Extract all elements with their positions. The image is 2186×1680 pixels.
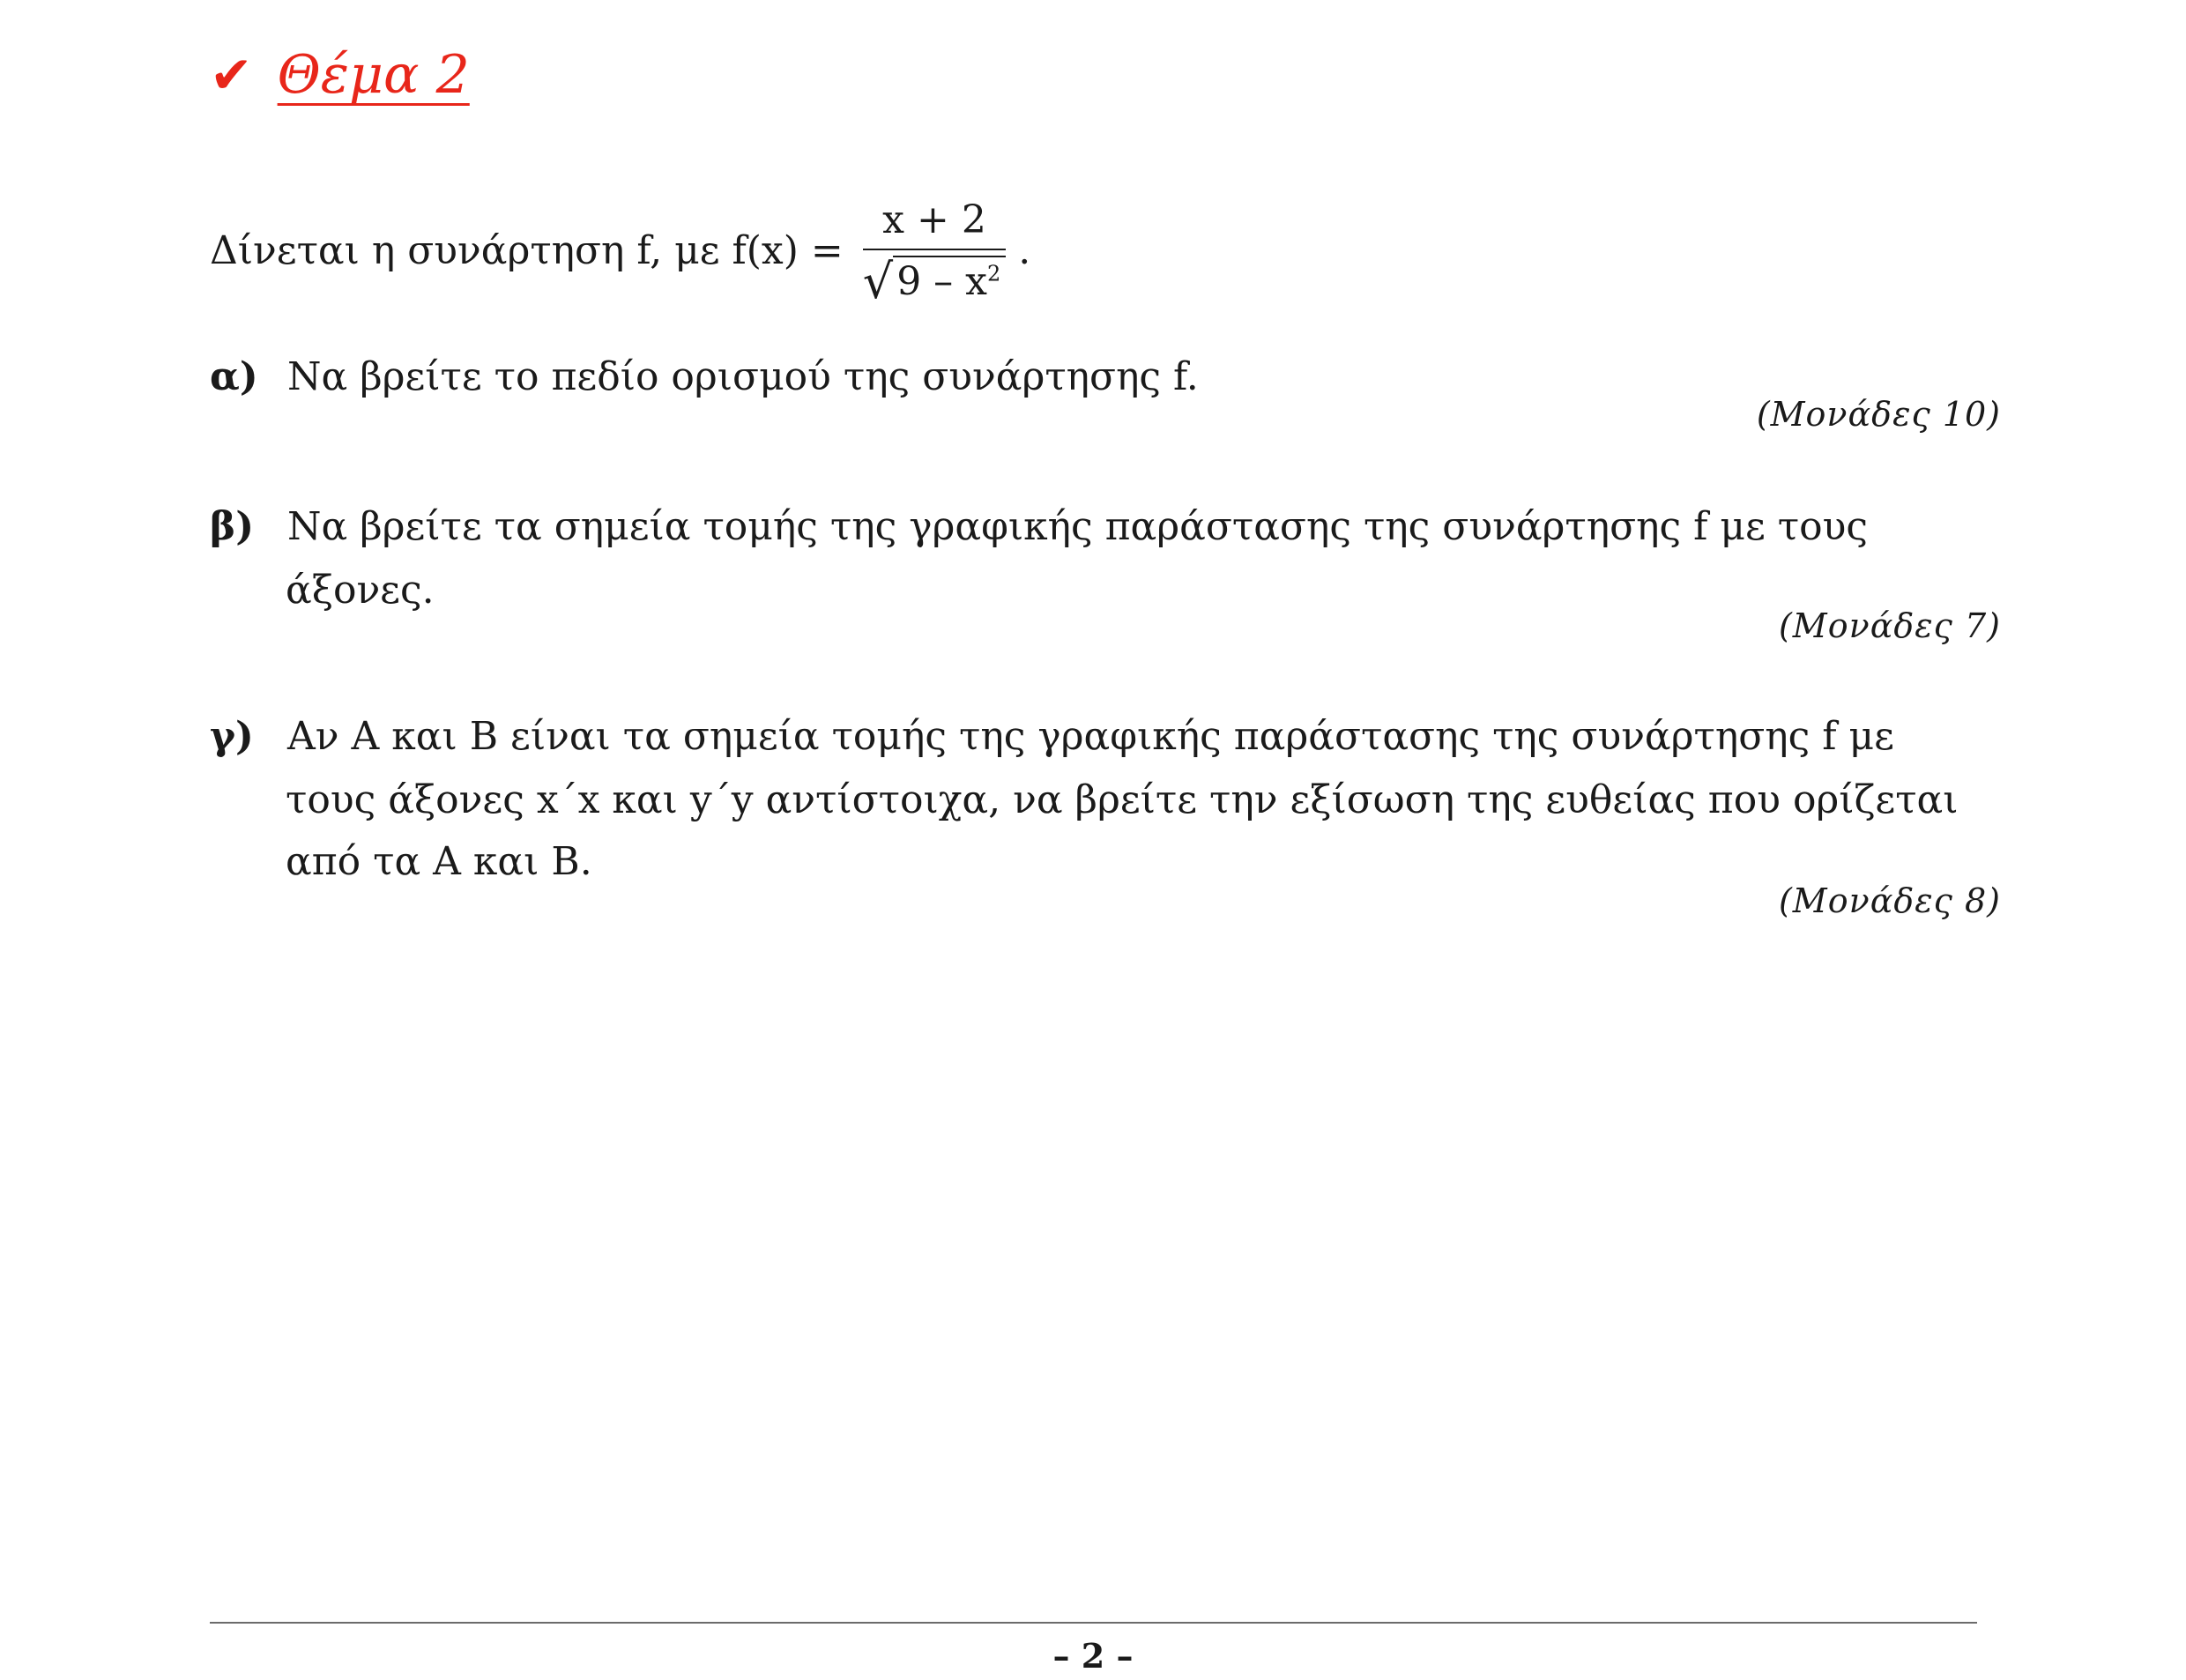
question-line: άξονες. (286, 568, 435, 613)
question-label: γ) (210, 714, 254, 759)
check-mark-icon: ✔ (210, 45, 253, 105)
statement-period: . (1018, 228, 1031, 273)
marks-label: (Μονάδες 8) (1778, 881, 2001, 920)
problem-statement (210, 194, 1030, 308)
question-line: τους άξονες x΄x και y΄y αντίστοιχα, να βρείτε την εξίσωση της ευθείας που ορίζεται (286, 777, 1959, 822)
square-root-icon: √ (862, 254, 894, 309)
question-label: α) (210, 354, 258, 399)
marks-label: (Μονάδες 7) (1778, 606, 2001, 645)
question-line: Αν Α και Β είναι τα σημεία τομής της γραφικής παράστασης της συνάρτησης f με (287, 714, 1894, 759)
question-label: β) (210, 504, 255, 549)
section-header (210, 35, 470, 115)
marks-label: (Μονάδες 10) (1756, 395, 2001, 434)
statement-text: Δίνεται η συνάρτηση f, με f(x) = (210, 228, 844, 273)
fraction-denominator (862, 250, 1006, 309)
page-number: – 2 – (1052, 1636, 1134, 1676)
footer-divider (210, 1622, 1977, 1624)
radicand (893, 256, 1006, 305)
question-line: Να βρείτε το πεδίο ορισμού της συνάρτησης f. (287, 354, 1199, 399)
fraction-numerator: x + 2 (882, 197, 986, 242)
section-title: Θέμα 2 (277, 44, 470, 106)
question-c (210, 705, 1894, 769)
question-line: από τα Α και Β. (286, 839, 592, 884)
radicand-text: 9 – x (896, 259, 987, 304)
question-line: Να βρείτε τα σημεία τομής της γραφικής παράστασης της συνάρτησης f με τους (287, 504, 1868, 549)
function-fraction (862, 197, 1006, 309)
exponent: 2 (986, 261, 1001, 286)
question-a (210, 346, 1199, 409)
question-b (210, 495, 1868, 559)
